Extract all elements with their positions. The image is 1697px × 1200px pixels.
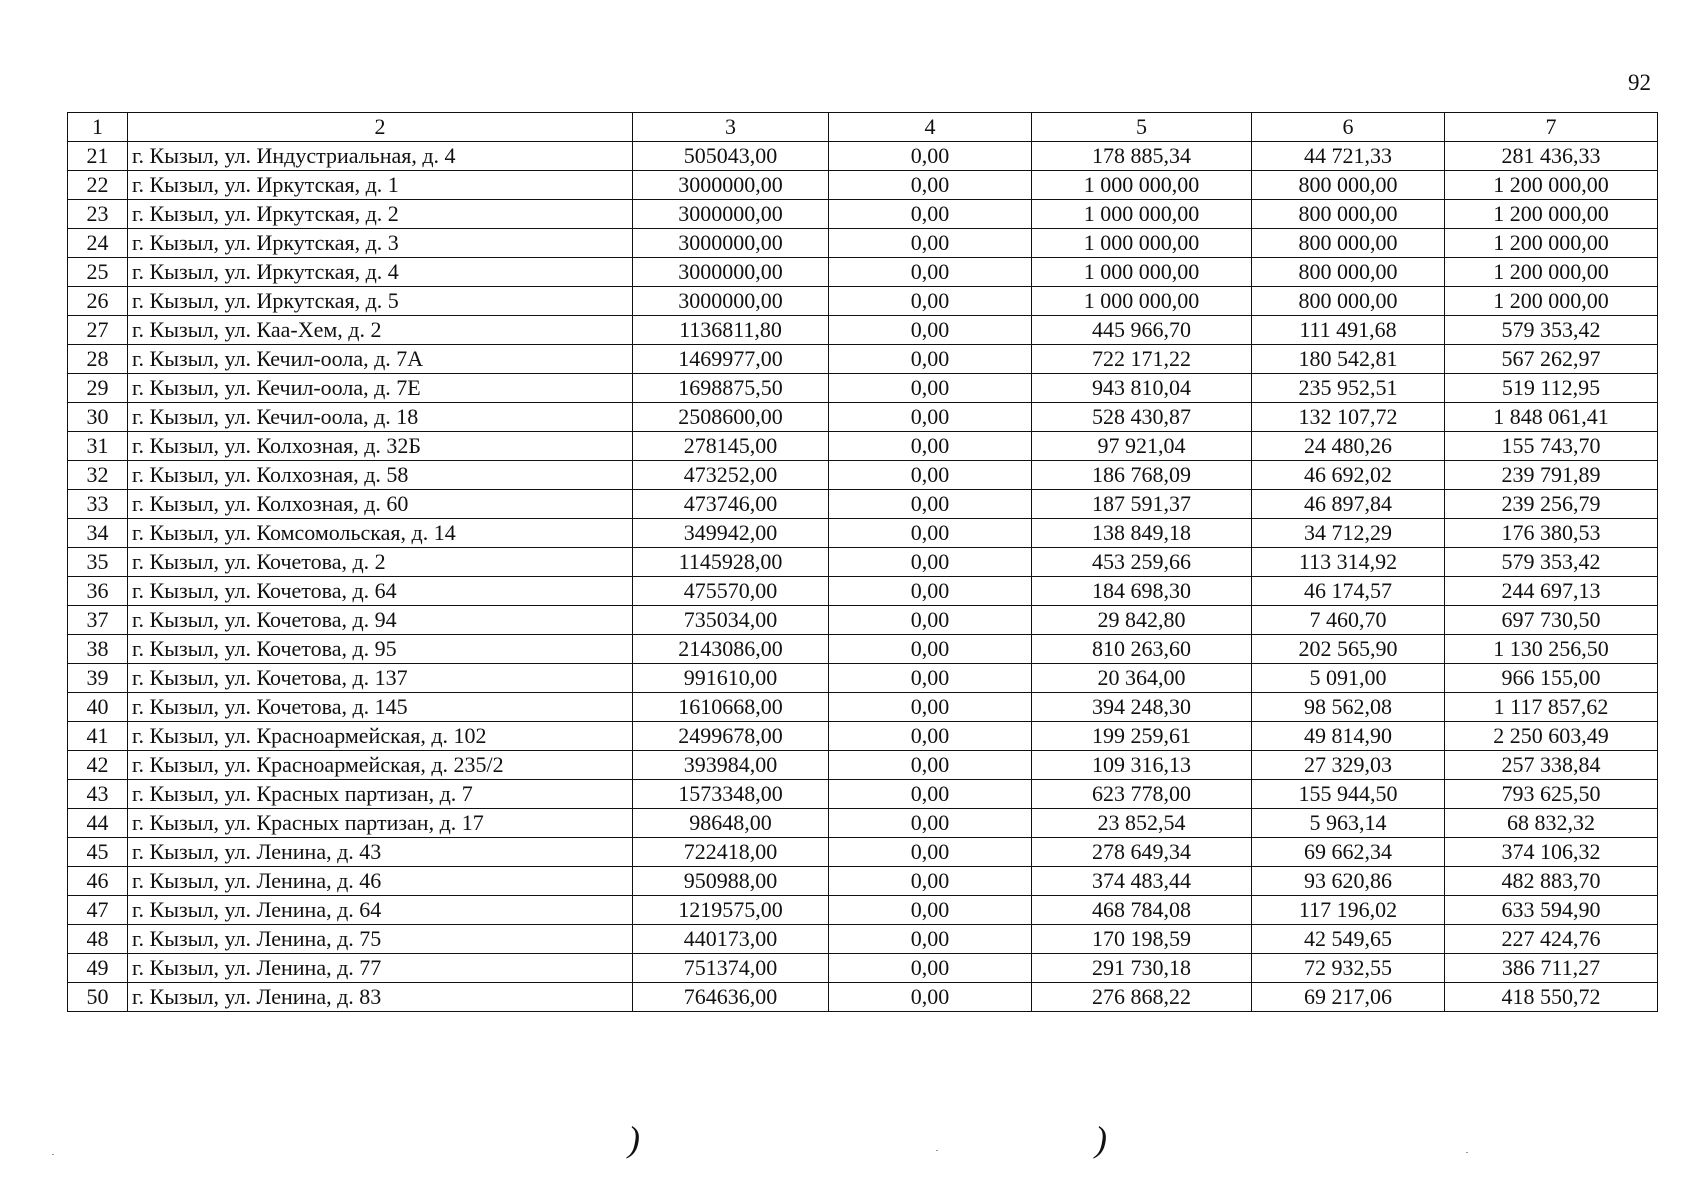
col4-cell: 0,00 xyxy=(829,345,1032,374)
col3-cell: 98648,00 xyxy=(633,809,829,838)
table-header-row xyxy=(68,113,1658,142)
col6-cell: 800 000,00 xyxy=(1252,287,1445,316)
col5-cell: 1 000 000,00 xyxy=(1032,200,1252,229)
address-cell: г. Кызыл, ул. Кочетова, д. 95 xyxy=(128,635,633,664)
address-cell: г. Кызыл, ул. Комсомольская, д. 14 xyxy=(128,519,633,548)
col5-cell: 623 778,00 xyxy=(1032,780,1252,809)
table-row xyxy=(68,896,1658,925)
col7-cell: 257 338,84 xyxy=(1445,751,1658,780)
col5-cell: 1 000 000,00 xyxy=(1032,287,1252,316)
col3-cell: 393984,00 xyxy=(633,751,829,780)
address-cell: г. Кызыл, ул. Колхозная, д. 60 xyxy=(128,490,633,519)
col7-cell: 281 436,33 xyxy=(1445,142,1658,171)
col3-cell: 950988,00 xyxy=(633,867,829,896)
col5-cell: 528 430,87 xyxy=(1032,403,1252,432)
col3-cell: 349942,00 xyxy=(633,519,829,548)
header-cell: 1 xyxy=(68,113,128,142)
table-row xyxy=(68,838,1658,867)
col6-cell: 46 174,57 xyxy=(1252,577,1445,606)
col6-cell: 46 897,84 xyxy=(1252,490,1445,519)
col7-cell: 793 625,50 xyxy=(1445,780,1658,809)
row-number-cell: 30 xyxy=(68,403,128,432)
col3-cell: 764636,00 xyxy=(633,983,829,1012)
col4-cell: 0,00 xyxy=(829,316,1032,345)
row-number-cell: 22 xyxy=(68,171,128,200)
table-row xyxy=(68,258,1658,287)
col3-cell: 3000000,00 xyxy=(633,229,829,258)
address-cell: г. Кызыл, ул. Кочетова, д. 137 xyxy=(128,664,633,693)
col4-cell: 0,00 xyxy=(829,287,1032,316)
col7-cell: 1 200 000,00 xyxy=(1445,287,1658,316)
col3-cell: 991610,00 xyxy=(633,664,829,693)
col5-cell: 394 248,30 xyxy=(1032,693,1252,722)
col6-cell: 155 944,50 xyxy=(1252,780,1445,809)
address-cell: г. Кызыл, ул. Красных партизан, д. 17 xyxy=(128,809,633,838)
header-cell: 6 xyxy=(1252,113,1445,142)
address-cell: г. Кызыл, ул. Колхозная, д. 58 xyxy=(128,461,633,490)
col4-cell: 0,00 xyxy=(829,461,1032,490)
col5-cell: 278 649,34 xyxy=(1032,838,1252,867)
col7-cell: 966 155,00 xyxy=(1445,664,1658,693)
col3-cell: 1136811,80 xyxy=(633,316,829,345)
table-row xyxy=(68,577,1658,606)
col6-cell: 202 565,90 xyxy=(1252,635,1445,664)
page-number: 92 xyxy=(1628,70,1651,95)
col7-cell: 519 112,95 xyxy=(1445,374,1658,403)
col6-cell: 27 329,03 xyxy=(1252,751,1445,780)
row-number-cell: 37 xyxy=(68,606,128,635)
row-number-cell: 43 xyxy=(68,780,128,809)
row-number-cell: 35 xyxy=(68,548,128,577)
col6-cell: 98 562,08 xyxy=(1252,693,1445,722)
row-number-cell: 33 xyxy=(68,490,128,519)
header-cell: 5 xyxy=(1032,113,1252,142)
header-cell: 4 xyxy=(829,113,1032,142)
col3-cell: 3000000,00 xyxy=(633,200,829,229)
table-row xyxy=(68,722,1658,751)
table-row xyxy=(68,519,1658,548)
col5-cell: 186 768,09 xyxy=(1032,461,1252,490)
col4-cell: 0,00 xyxy=(829,838,1032,867)
col5-cell: 453 259,66 xyxy=(1032,548,1252,577)
col5-cell: 722 171,22 xyxy=(1032,345,1252,374)
address-cell: г. Кызыл, ул. Кечил-оола, д. 7А xyxy=(128,345,633,374)
table-row xyxy=(68,693,1658,722)
scan-speck xyxy=(52,1154,54,1155)
address-cell: г. Кызыл, ул. Ленина, д. 75 xyxy=(128,925,633,954)
col5-cell: 810 263,60 xyxy=(1032,635,1252,664)
col3-cell: 2508600,00 xyxy=(633,403,829,432)
col7-cell: 579 353,42 xyxy=(1445,548,1658,577)
col6-cell: 7 460,70 xyxy=(1252,606,1445,635)
row-number-cell: 50 xyxy=(68,983,128,1012)
header-cell: 7 xyxy=(1445,113,1658,142)
col6-cell: 93 620,86 xyxy=(1252,867,1445,896)
col5-cell: 97 921,04 xyxy=(1032,432,1252,461)
col3-cell: 1219575,00 xyxy=(633,896,829,925)
col5-cell: 1 000 000,00 xyxy=(1032,171,1252,200)
col6-cell: 46 692,02 xyxy=(1252,461,1445,490)
col3-cell: 735034,00 xyxy=(633,606,829,635)
table-row xyxy=(68,606,1658,635)
col6-cell: 5 091,00 xyxy=(1252,664,1445,693)
col3-cell: 1469977,00 xyxy=(633,345,829,374)
col4-cell: 0,00 xyxy=(829,490,1032,519)
col6-cell: 72 932,55 xyxy=(1252,954,1445,983)
col4-cell: 0,00 xyxy=(829,635,1032,664)
row-number-cell: 41 xyxy=(68,722,128,751)
row-number-cell: 47 xyxy=(68,896,128,925)
col7-cell: 374 106,32 xyxy=(1445,838,1658,867)
col5-cell: 184 698,30 xyxy=(1032,577,1252,606)
col4-cell: 0,00 xyxy=(829,925,1032,954)
col6-cell: 800 000,00 xyxy=(1252,258,1445,287)
col5-cell: 291 730,18 xyxy=(1032,954,1252,983)
table-row xyxy=(68,490,1658,519)
col3-cell: 722418,00 xyxy=(633,838,829,867)
table-body xyxy=(68,113,1658,1012)
row-number-cell: 31 xyxy=(68,432,128,461)
col5-cell: 468 784,08 xyxy=(1032,896,1252,925)
col4-cell: 0,00 xyxy=(829,200,1032,229)
col5-cell: 943 810,04 xyxy=(1032,374,1252,403)
col7-cell: 1 130 256,50 xyxy=(1445,635,1658,664)
col4-cell: 0,00 xyxy=(829,548,1032,577)
col4-cell: 0,00 xyxy=(829,229,1032,258)
address-cell: г. Кызыл, ул. Кочетова, д. 145 xyxy=(128,693,633,722)
row-number-cell: 49 xyxy=(68,954,128,983)
header-cell: 2 xyxy=(128,113,633,142)
col7-cell: 155 743,70 xyxy=(1445,432,1658,461)
col5-cell: 23 852,54 xyxy=(1032,809,1252,838)
col5-cell: 178 885,34 xyxy=(1032,142,1252,171)
col3-cell: 3000000,00 xyxy=(633,287,829,316)
row-number-cell: 48 xyxy=(68,925,128,954)
scan-speck xyxy=(1466,1152,1468,1153)
col6-cell: 180 542,81 xyxy=(1252,345,1445,374)
table-row xyxy=(68,867,1658,896)
col4-cell: 0,00 xyxy=(829,142,1032,171)
table-row xyxy=(68,664,1658,693)
col3-cell: 278145,00 xyxy=(633,432,829,461)
table-row xyxy=(68,200,1658,229)
col7-cell: 176 380,53 xyxy=(1445,519,1658,548)
table-row xyxy=(68,548,1658,577)
col4-cell: 0,00 xyxy=(829,983,1032,1012)
table-row xyxy=(68,983,1658,1012)
col4-cell: 0,00 xyxy=(829,258,1032,287)
col6-cell: 111 491,68 xyxy=(1252,316,1445,345)
col4-cell: 0,00 xyxy=(829,664,1032,693)
col7-cell: 2 250 603,49 xyxy=(1445,722,1658,751)
col3-cell: 473252,00 xyxy=(633,461,829,490)
address-cell: г. Кызыл, ул. Ленина, д. 83 xyxy=(128,983,633,1012)
address-cell: г. Кызыл, ул. Кочетова, д. 64 xyxy=(128,577,633,606)
table-row xyxy=(68,229,1658,258)
col6-cell: 69 662,34 xyxy=(1252,838,1445,867)
row-number-cell: 38 xyxy=(68,635,128,664)
col3-cell: 1145928,00 xyxy=(633,548,829,577)
col4-cell: 0,00 xyxy=(829,751,1032,780)
col7-cell: 1 200 000,00 xyxy=(1445,171,1658,200)
address-cell: г. Кызыл, ул. Ленина, д. 77 xyxy=(128,954,633,983)
scan-speck xyxy=(936,1150,938,1151)
row-number-cell: 36 xyxy=(68,577,128,606)
col5-cell: 187 591,37 xyxy=(1032,490,1252,519)
row-number-cell: 24 xyxy=(68,229,128,258)
row-number-cell: 26 xyxy=(68,287,128,316)
footer-mark-left: ) xyxy=(628,1119,640,1159)
address-cell: г. Кызыл, ул. Колхозная, д. 32Б xyxy=(128,432,633,461)
address-cell: г. Кызыл, ул. Ленина, д. 43 xyxy=(128,838,633,867)
table-row xyxy=(68,374,1658,403)
col6-cell: 113 314,92 xyxy=(1252,548,1445,577)
col6-cell: 44 721,33 xyxy=(1252,142,1445,171)
col6-cell: 800 000,00 xyxy=(1252,200,1445,229)
address-cell: г. Кызыл, ул. Красных партизан, д. 7 xyxy=(128,780,633,809)
table-row xyxy=(68,142,1658,171)
col7-cell: 1 117 857,62 xyxy=(1445,693,1658,722)
col7-cell: 239 791,89 xyxy=(1445,461,1658,490)
address-cell: г. Кызыл, ул. Индустриальная, д. 4 xyxy=(128,142,633,171)
address-cell: г. Кызыл, ул. Кечил-оола, д. 18 xyxy=(128,403,633,432)
col5-cell: 276 868,22 xyxy=(1032,983,1252,1012)
col4-cell: 0,00 xyxy=(829,374,1032,403)
col3-cell: 505043,00 xyxy=(633,142,829,171)
col4-cell: 0,00 xyxy=(829,577,1032,606)
col7-cell: 482 883,70 xyxy=(1445,867,1658,896)
col7-cell: 633 594,90 xyxy=(1445,896,1658,925)
col3-cell: 473746,00 xyxy=(633,490,829,519)
row-number-cell: 27 xyxy=(68,316,128,345)
col7-cell: 1 200 000,00 xyxy=(1445,200,1658,229)
table-row xyxy=(68,925,1658,954)
footer-mark-right: ) xyxy=(1095,1119,1107,1159)
col5-cell: 170 198,59 xyxy=(1032,925,1252,954)
table-row xyxy=(68,461,1658,490)
address-cell: г. Кызыл, ул. Красноармейская, д. 102 xyxy=(128,722,633,751)
col4-cell: 0,00 xyxy=(829,954,1032,983)
col5-cell: 199 259,61 xyxy=(1032,722,1252,751)
col4-cell: 0,00 xyxy=(829,693,1032,722)
col7-cell: 244 697,13 xyxy=(1445,577,1658,606)
col3-cell: 3000000,00 xyxy=(633,258,829,287)
col4-cell: 0,00 xyxy=(829,432,1032,461)
col5-cell: 1 000 000,00 xyxy=(1032,229,1252,258)
address-cell: г. Кызыл, ул. Иркутская, д. 2 xyxy=(128,200,633,229)
col6-cell: 42 549,65 xyxy=(1252,925,1445,954)
col5-cell: 29 842,80 xyxy=(1032,606,1252,635)
col6-cell: 69 217,06 xyxy=(1252,983,1445,1012)
address-cell: г. Кызыл, ул. Ленина, д. 64 xyxy=(128,896,633,925)
table-row xyxy=(68,287,1658,316)
address-cell: г. Кызыл, ул. Ленина, д. 46 xyxy=(128,867,633,896)
address-cell: г. Кызыл, ул. Каа-Хем, д. 2 xyxy=(128,316,633,345)
col3-cell: 1610668,00 xyxy=(633,693,829,722)
col6-cell: 800 000,00 xyxy=(1252,171,1445,200)
table-row xyxy=(68,403,1658,432)
data-table xyxy=(67,112,1658,1012)
col6-cell: 34 712,29 xyxy=(1252,519,1445,548)
col3-cell: 475570,00 xyxy=(633,577,829,606)
col4-cell: 0,00 xyxy=(829,896,1032,925)
address-cell: г. Кызыл, ул. Иркутская, д. 4 xyxy=(128,258,633,287)
col6-cell: 5 963,14 xyxy=(1252,809,1445,838)
address-cell: г. Кызыл, ул. Кочетова, д. 2 xyxy=(128,548,633,577)
row-number-cell: 23 xyxy=(68,200,128,229)
row-number-cell: 46 xyxy=(68,867,128,896)
table-row xyxy=(68,751,1658,780)
col3-cell: 1698875,50 xyxy=(633,374,829,403)
row-number-cell: 45 xyxy=(68,838,128,867)
col7-cell: 386 711,27 xyxy=(1445,954,1658,983)
col7-cell: 1 200 000,00 xyxy=(1445,258,1658,287)
address-cell: г. Кызыл, ул. Иркутская, д. 1 xyxy=(128,171,633,200)
col7-cell: 68 832,32 xyxy=(1445,809,1658,838)
row-number-cell: 28 xyxy=(68,345,128,374)
row-number-cell: 29 xyxy=(68,374,128,403)
table-row xyxy=(68,316,1658,345)
col5-cell: 20 364,00 xyxy=(1032,664,1252,693)
col7-cell: 697 730,50 xyxy=(1445,606,1658,635)
col3-cell: 1573348,00 xyxy=(633,780,829,809)
col6-cell: 24 480,26 xyxy=(1252,432,1445,461)
table-row xyxy=(68,635,1658,664)
col5-cell: 374 483,44 xyxy=(1032,867,1252,896)
row-number-cell: 21 xyxy=(68,142,128,171)
col4-cell: 0,00 xyxy=(829,171,1032,200)
col3-cell: 751374,00 xyxy=(633,954,829,983)
row-number-cell: 42 xyxy=(68,751,128,780)
col4-cell: 0,00 xyxy=(829,780,1032,809)
row-number-cell: 44 xyxy=(68,809,128,838)
col3-cell: 2499678,00 xyxy=(633,722,829,751)
row-number-cell: 40 xyxy=(68,693,128,722)
col4-cell: 0,00 xyxy=(829,722,1032,751)
col5-cell: 1 000 000,00 xyxy=(1032,258,1252,287)
col3-cell: 2143086,00 xyxy=(633,635,829,664)
col5-cell: 109 316,13 xyxy=(1032,751,1252,780)
address-cell: г. Кызыл, ул. Иркутская, д. 5 xyxy=(128,287,633,316)
col3-cell: 440173,00 xyxy=(633,925,829,954)
table-row xyxy=(68,345,1658,374)
col4-cell: 0,00 xyxy=(829,403,1032,432)
col4-cell: 0,00 xyxy=(829,519,1032,548)
row-number-cell: 32 xyxy=(68,461,128,490)
col6-cell: 117 196,02 xyxy=(1252,896,1445,925)
col4-cell: 0,00 xyxy=(829,809,1032,838)
col4-cell: 0,00 xyxy=(829,867,1032,896)
col5-cell: 138 849,18 xyxy=(1032,519,1252,548)
col7-cell: 227 424,76 xyxy=(1445,925,1658,954)
col5-cell: 445 966,70 xyxy=(1032,316,1252,345)
col7-cell: 1 848 061,41 xyxy=(1445,403,1658,432)
table-row xyxy=(68,432,1658,461)
header-cell: 3 xyxy=(633,113,829,142)
address-cell: г. Кызыл, ул. Иркутская, д. 3 xyxy=(128,229,633,258)
col7-cell: 579 353,42 xyxy=(1445,316,1658,345)
col6-cell: 49 814,90 xyxy=(1252,722,1445,751)
table-row xyxy=(68,171,1658,200)
table-row xyxy=(68,954,1658,983)
row-number-cell: 39 xyxy=(68,664,128,693)
col7-cell: 567 262,97 xyxy=(1445,345,1658,374)
col7-cell: 239 256,79 xyxy=(1445,490,1658,519)
col4-cell: 0,00 xyxy=(829,606,1032,635)
address-cell: г. Кызыл, ул. Кочетова, д. 94 xyxy=(128,606,633,635)
row-number-cell: 34 xyxy=(68,519,128,548)
address-cell: г. Кызыл, ул. Кечил-оола, д. 7Е xyxy=(128,374,633,403)
row-number-cell: 25 xyxy=(68,258,128,287)
table-row xyxy=(68,809,1658,838)
col6-cell: 132 107,72 xyxy=(1252,403,1445,432)
col6-cell: 235 952,51 xyxy=(1252,374,1445,403)
col3-cell: 3000000,00 xyxy=(633,171,829,200)
col7-cell: 418 550,72 xyxy=(1445,983,1658,1012)
col7-cell: 1 200 000,00 xyxy=(1445,229,1658,258)
table-row xyxy=(68,780,1658,809)
address-cell: г. Кызыл, ул. Красноармейская, д. 235/2 xyxy=(128,751,633,780)
col6-cell: 800 000,00 xyxy=(1252,229,1445,258)
